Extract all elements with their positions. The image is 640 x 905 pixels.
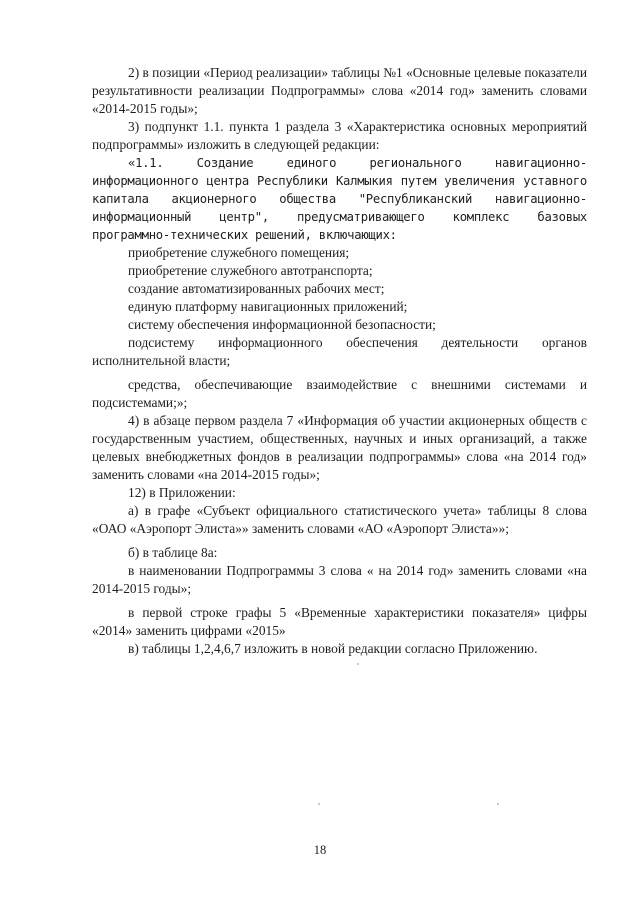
scan-speck (318, 803, 320, 805)
list-item: приобретение служебного помещения; (128, 245, 350, 260)
paragraph-item-4: 4) в абзаце первом раздела 7 «Информация об участии акционерных обществ с государственным участием, общественных, научных и иных организаций, а также целевых внебюджетных фондов в реализации подпрограммы» слова «на 2014 год» заменить словами «на 2014-2015 годы»; (92, 413, 587, 482)
paragraph-subitem-b-2: в первой строке графы 5 «Временные характеристики показателя» цифры «2014» заменить цифрами «2015» (92, 605, 587, 638)
list-item: приобретение служебного автотранспорта; (128, 263, 373, 278)
paragraph-item-3: 3) подпункт 1.1. пункта 1 раздела 3 «Характеристика основных мероприятий подпрограммы» изложить в следующей редакции: (92, 119, 587, 152)
paragraph-subitem-v: в) таблицы 1,2,4,6,7 изложить в новой редакции согласно Приложению. (128, 641, 538, 656)
list-item: создание автоматизированных рабочих мест; (128, 281, 385, 296)
paragraph-subitem-b-1: в наименовании Подпрограммы 3 слова « на 2014 год» заменить словами «на 2014-2015 годы»; (92, 563, 587, 596)
scan-speck (497, 803, 499, 805)
paragraph-quoted-subclause: «1.1. Создание единого регионального навигационно-информационного центра Республики Калмыкия путем увеличения уставного капитала акционерного общества "Республиканский навигационно-информационный центр", предусматривающего комплекс базовых программно-технических решений, включающих: (92, 156, 587, 242)
document-body (92, 64, 587, 658)
paragraph-item-12: 12) в Приложении: (128, 485, 236, 500)
paragraph-subitem-a: а) в графе «Субъект официального статистического учета» таблицы 8 слова «ОАО «Аэропорт Элиста»» заменить словами «АО «Аэропорт Элиста»»; (92, 503, 587, 536)
paragraph-subitem-b: б) в таблице 8а: (128, 545, 218, 560)
list-item: систему обеспечения информационной безопасности; (128, 317, 436, 332)
list-item: средства, обеспечивающие взаимодействие с внешними системами и подсистемами;»; (92, 377, 587, 410)
list-item: подсистему информационного обеспечения деятельности органов исполнительной власти; (92, 335, 587, 368)
list-item: единую платформу навигационных приложений; (128, 299, 408, 314)
page-number: 18 (313, 843, 327, 857)
paragraph-item-2: 2) в позиции «Период реализации» таблицы №1 «Основные целевые показатели результативности реализации Подпрограммы» слова «2014 год» заменить словами «2014-2015 годы»; (92, 65, 588, 116)
scan-speck (357, 663, 359, 665)
